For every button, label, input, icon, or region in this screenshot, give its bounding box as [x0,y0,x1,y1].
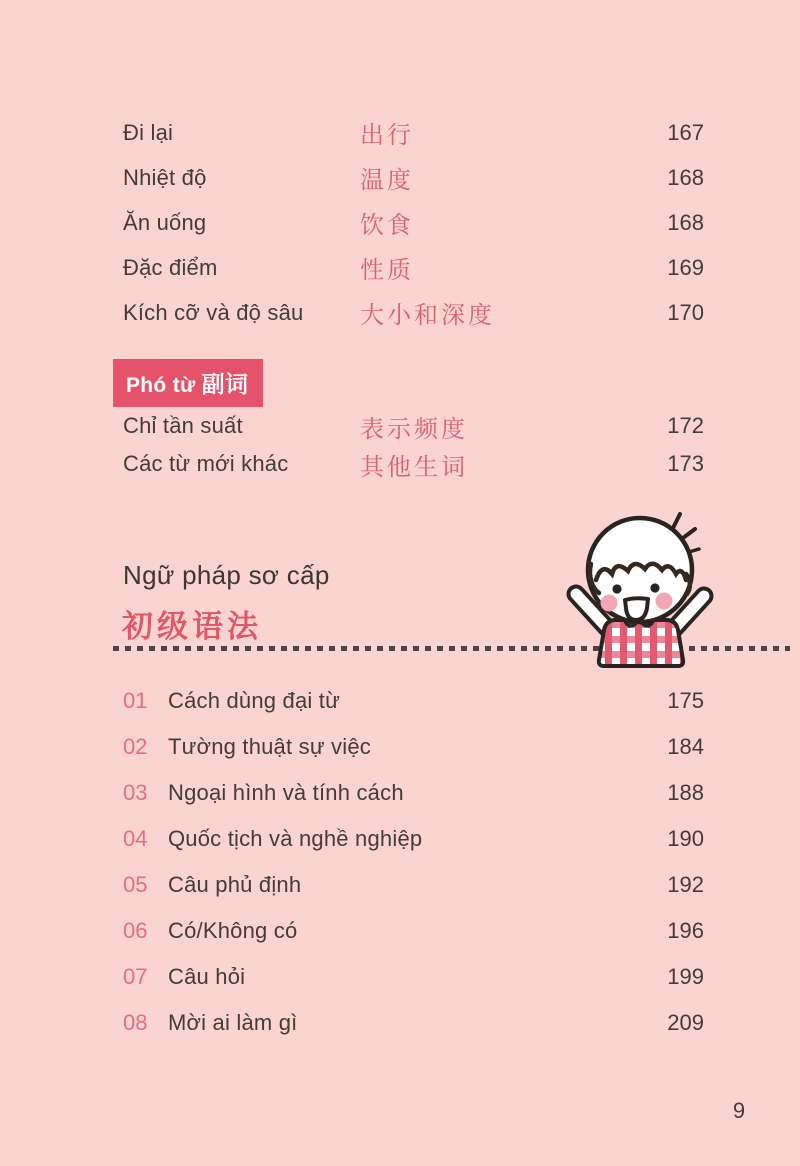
grammar-item-page-number: 184 [667,734,704,759]
adverb-section-chip [113,359,263,407]
grammar-item-title: Ngoại hình và tính cách [168,780,404,805]
toc-row [113,110,704,155]
grammar-item-number: 08 [123,1010,148,1035]
grammar-toc-row [113,724,704,770]
page-number: 9 [732,1098,746,1123]
grammar-toc-row [113,954,704,1000]
toc-entry-vietnamese: Đặc điểm [123,254,218,280]
toc-entry-vietnamese: Ăn uống [123,209,207,235]
chip-label-chinese: 副词 [201,371,249,398]
toc-entry-chinese: 性质 [360,256,414,284]
toc-entry-vietnamese: Các từ mới khác [123,451,289,476]
grammar-item-page-number: 190 [667,826,704,851]
toc-entry-vietnamese: Kích cỡ và độ sâu [123,299,304,325]
grammar-item-page-number: 175 [667,688,704,713]
grammar-item-page-number: 196 [667,918,704,943]
grammar-toc-row [113,770,704,816]
grammar-section-title-chinese: 初级语法 [122,609,262,645]
grammar-item-number: 02 [123,734,148,759]
grammar-item-title: Câu hỏi [168,964,246,989]
toc-row [113,200,704,245]
toc-entry-vietnamese: Chỉ tần suất [123,413,243,438]
grammar-item-number: 06 [123,918,148,943]
grammar-toc-row [113,908,704,954]
grammar-item-title: Câu phủ định [168,872,302,897]
cheering-child-mascot-icon [552,508,732,670]
grammar-item-title: Quốc tịch và nghề nghiệp [168,826,423,851]
grammar-item-title: Mời ai làm gì [168,1010,298,1035]
toc-entry-chinese: 饮食 [360,211,414,239]
toc-entry-page-number: 167 [667,119,704,145]
toc-entry-vietnamese: Đi lại [123,119,174,145]
toc-entry-chinese: 温度 [360,166,414,194]
toc-row [113,290,704,335]
grammar-toc-list [113,678,704,1046]
toc-entry-page-number: 169 [667,254,704,280]
toc-entry-page-number: 173 [667,451,704,476]
toc-entry-vietnamese: Nhiệt độ [123,164,207,190]
vocab-toc-section [113,110,704,335]
grammar-toc-row [113,816,704,862]
toc-entry-chinese: 表示频度 [360,414,468,443]
grammar-item-number: 04 [123,826,148,851]
grammar-item-page-number: 192 [667,872,704,897]
toc-entry-page-number: 168 [667,164,704,190]
toc-row [113,155,704,200]
grammar-toc-row [113,862,704,908]
grammar-toc-row [113,678,704,724]
grammar-section-title-vietnamese: Ngữ pháp sơ cấp [123,560,330,590]
toc-entry-chinese: 其他生词 [360,452,468,481]
toc-row [113,245,704,290]
toc-row [113,407,704,445]
grammar-item-number: 01 [123,688,148,713]
toc-entry-chinese: 大小和深度 [360,301,495,329]
grammar-item-page-number: 188 [667,780,704,805]
chip-label-vietnamese: Phó từ [126,374,196,397]
toc-entry-page-number: 172 [667,413,704,438]
toc-row [113,445,704,483]
grammar-item-page-number: 199 [667,964,704,989]
grammar-item-number: 05 [123,872,148,897]
grammar-item-title: Cách dùng đại từ [168,688,341,713]
toc-entry-page-number: 168 [667,209,704,235]
grammar-item-title: Tường thuật sự việc [168,734,371,759]
grammar-item-page-number: 209 [667,1010,704,1035]
grammar-toc-row [113,1000,704,1046]
toc-entry-page-number: 170 [667,299,704,325]
grammar-item-title: Có/Không có [168,918,298,943]
adverb-toc-section [113,407,704,483]
grammar-item-number: 07 [123,964,148,989]
grammar-item-number: 03 [123,780,148,805]
toc-entry-chinese: 出行 [360,121,414,149]
